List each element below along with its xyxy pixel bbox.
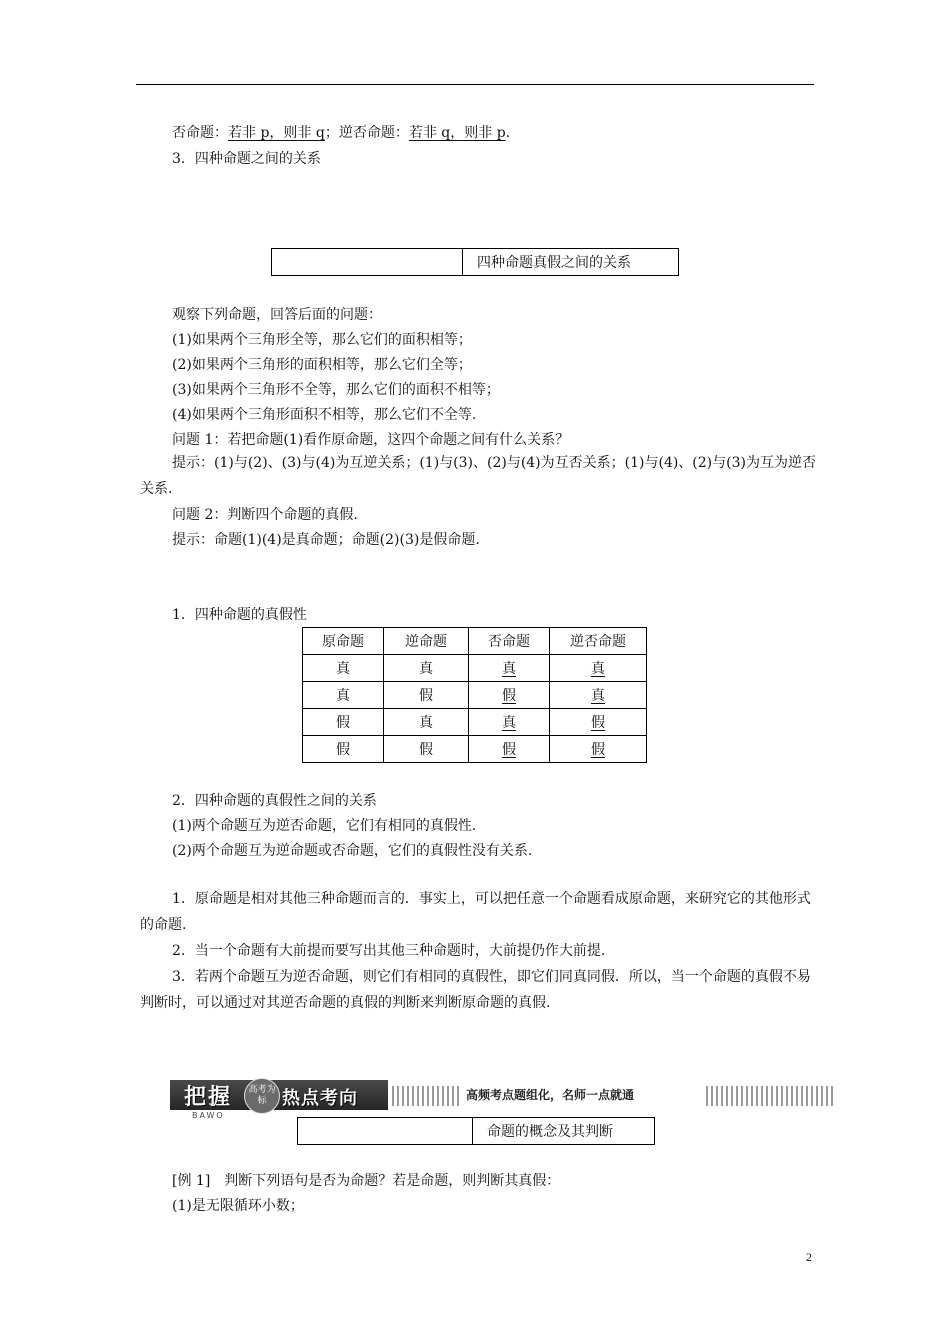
example-label: [例 1] 判断下列语句是否为命题？若是命题，则判断其真假：	[172, 1173, 561, 1189]
header-cell: 原命题	[303, 628, 384, 655]
observe-item-3: (3)如果两个三角形不全等，那么它们的面积不相等；	[172, 382, 500, 398]
section-header-blank	[272, 249, 463, 275]
separator: ；	[324, 125, 339, 141]
answer-value: 真	[591, 688, 605, 704]
section-banner	[170, 1078, 834, 1122]
table-cell	[550, 655, 647, 682]
answer-value: 假	[502, 688, 516, 704]
header-rule	[136, 84, 814, 85]
note-2: 2．当一个命题有大前提而要写出其他三种命题时，大前提仍作大前提.	[172, 943, 606, 959]
item-3-heading: 3．四种命题之间的关系	[172, 151, 321, 167]
table-row	[303, 709, 647, 736]
answer-value: 真	[502, 715, 516, 731]
table-cell: 假	[303, 736, 384, 763]
table-cell	[469, 682, 550, 709]
table-cell	[469, 655, 550, 682]
table-cell	[469, 736, 550, 763]
observe-item-1: (1)如果两个三角形全等，那么它们的面积相等；	[172, 332, 472, 348]
header-cell: 逆否命题	[550, 628, 647, 655]
answer-value: 假	[591, 715, 605, 731]
relation-item-2: (2)两个命题互为逆命题或否命题，它们的真假性没有关系.	[172, 843, 533, 859]
banner-slogan: 高频考点题组化，名师一点就通	[466, 1088, 635, 1102]
header-cell: 逆命题	[384, 628, 469, 655]
table-row	[303, 682, 647, 709]
hint-1: 提示：(1)与(2)、(3)与(4)为互逆关系；(1)与(3)、(2)与(4)为互否关系；(1)与(4)、(2)与(3)为互为逆否关系.	[140, 455, 816, 497]
table-row	[303, 736, 647, 763]
table-cell	[550, 736, 647, 763]
answer-value: 假	[502, 742, 516, 758]
question-2: 问题 2：判断四个命题的真假.	[172, 507, 358, 523]
negation-value: 若非 p，则非 q	[228, 125, 325, 141]
truth-heading: 1．四种命题的真假性	[172, 607, 307, 623]
note-3: 3．若两个命题互为逆否命题，则它们有相同的真假性，即它们同真同假．所以，当一个命题的真假不易判断时，可以通过对其逆否命题的真假的判断来判断原命题的真假.	[140, 969, 811, 1011]
section-header-title: 四种命题真假之间的关系	[477, 255, 631, 271]
table-cell: 真	[303, 682, 384, 709]
table-cell: 假	[303, 709, 384, 736]
page-number: 2	[806, 1250, 812, 1264]
table-cell	[469, 709, 550, 736]
banner-stripes-right	[706, 1086, 834, 1106]
banner-stripes-left	[392, 1086, 460, 1106]
negation-label: 否命题：	[172, 125, 228, 141]
banner-title-secondary: 热点考向	[282, 1088, 358, 1109]
observe-item-2: (2)如果两个三角形的面积相等，那么它们全等；	[172, 357, 472, 373]
answer-value: 假	[591, 742, 605, 758]
banner-badge: 高考为标	[244, 1078, 280, 1114]
observe-item-4: (4)如果两个三角形面积不相等，那么它们不全等.	[172, 407, 477, 423]
banner-pinyin: BAWO	[192, 1111, 225, 1120]
question-1: 问题 1：若把命题(1)看作原命题，这四个命题之间有什么关系？	[172, 432, 570, 448]
contrapositive-label: 逆否命题：	[338, 125, 409, 141]
section-header-concept	[297, 1117, 655, 1145]
intro-line	[172, 124, 510, 142]
table-cell: 真	[384, 709, 469, 736]
banner-title-main: 把握	[184, 1085, 233, 1110]
answer-value: 真	[502, 661, 516, 677]
table-header-row	[303, 628, 647, 655]
relation-heading: 2．四种命题的真假性之间的关系	[172, 793, 377, 809]
period: .	[505, 125, 511, 141]
section-header-blank	[298, 1118, 473, 1144]
note-1: 1．原命题是相对其他三种命题而言的．事实上，可以把任意一个命题看成原命题，来研究它的其他形式的命题.	[140, 891, 811, 933]
hint-2: 提示：命题(1)(4)是真命题；命题(2)(3)是假命题.	[172, 532, 480, 548]
table-cell	[550, 682, 647, 709]
table-cell	[550, 709, 647, 736]
example-item-1: (1)是无限循环小数；	[172, 1198, 304, 1214]
section-header-title: 命题的概念及其判断	[487, 1124, 613, 1140]
table-cell: 真	[303, 655, 384, 682]
table-cell: 假	[384, 736, 469, 763]
observe-lead: 观察下列命题，回答后面的问题：	[172, 307, 382, 323]
table-cell: 真	[384, 655, 469, 682]
header-cell: 否命题	[469, 628, 550, 655]
contrapositive-value: 若非 q，则非 p	[408, 125, 506, 141]
table-cell: 假	[384, 682, 469, 709]
answer-value: 真	[591, 661, 605, 677]
truth-table	[302, 627, 647, 763]
section-header-truth-relation	[271, 248, 679, 276]
relation-item-1: (1)两个命题互为逆否命题，它们有相同的真假性.	[172, 818, 477, 834]
table-row	[303, 655, 647, 682]
